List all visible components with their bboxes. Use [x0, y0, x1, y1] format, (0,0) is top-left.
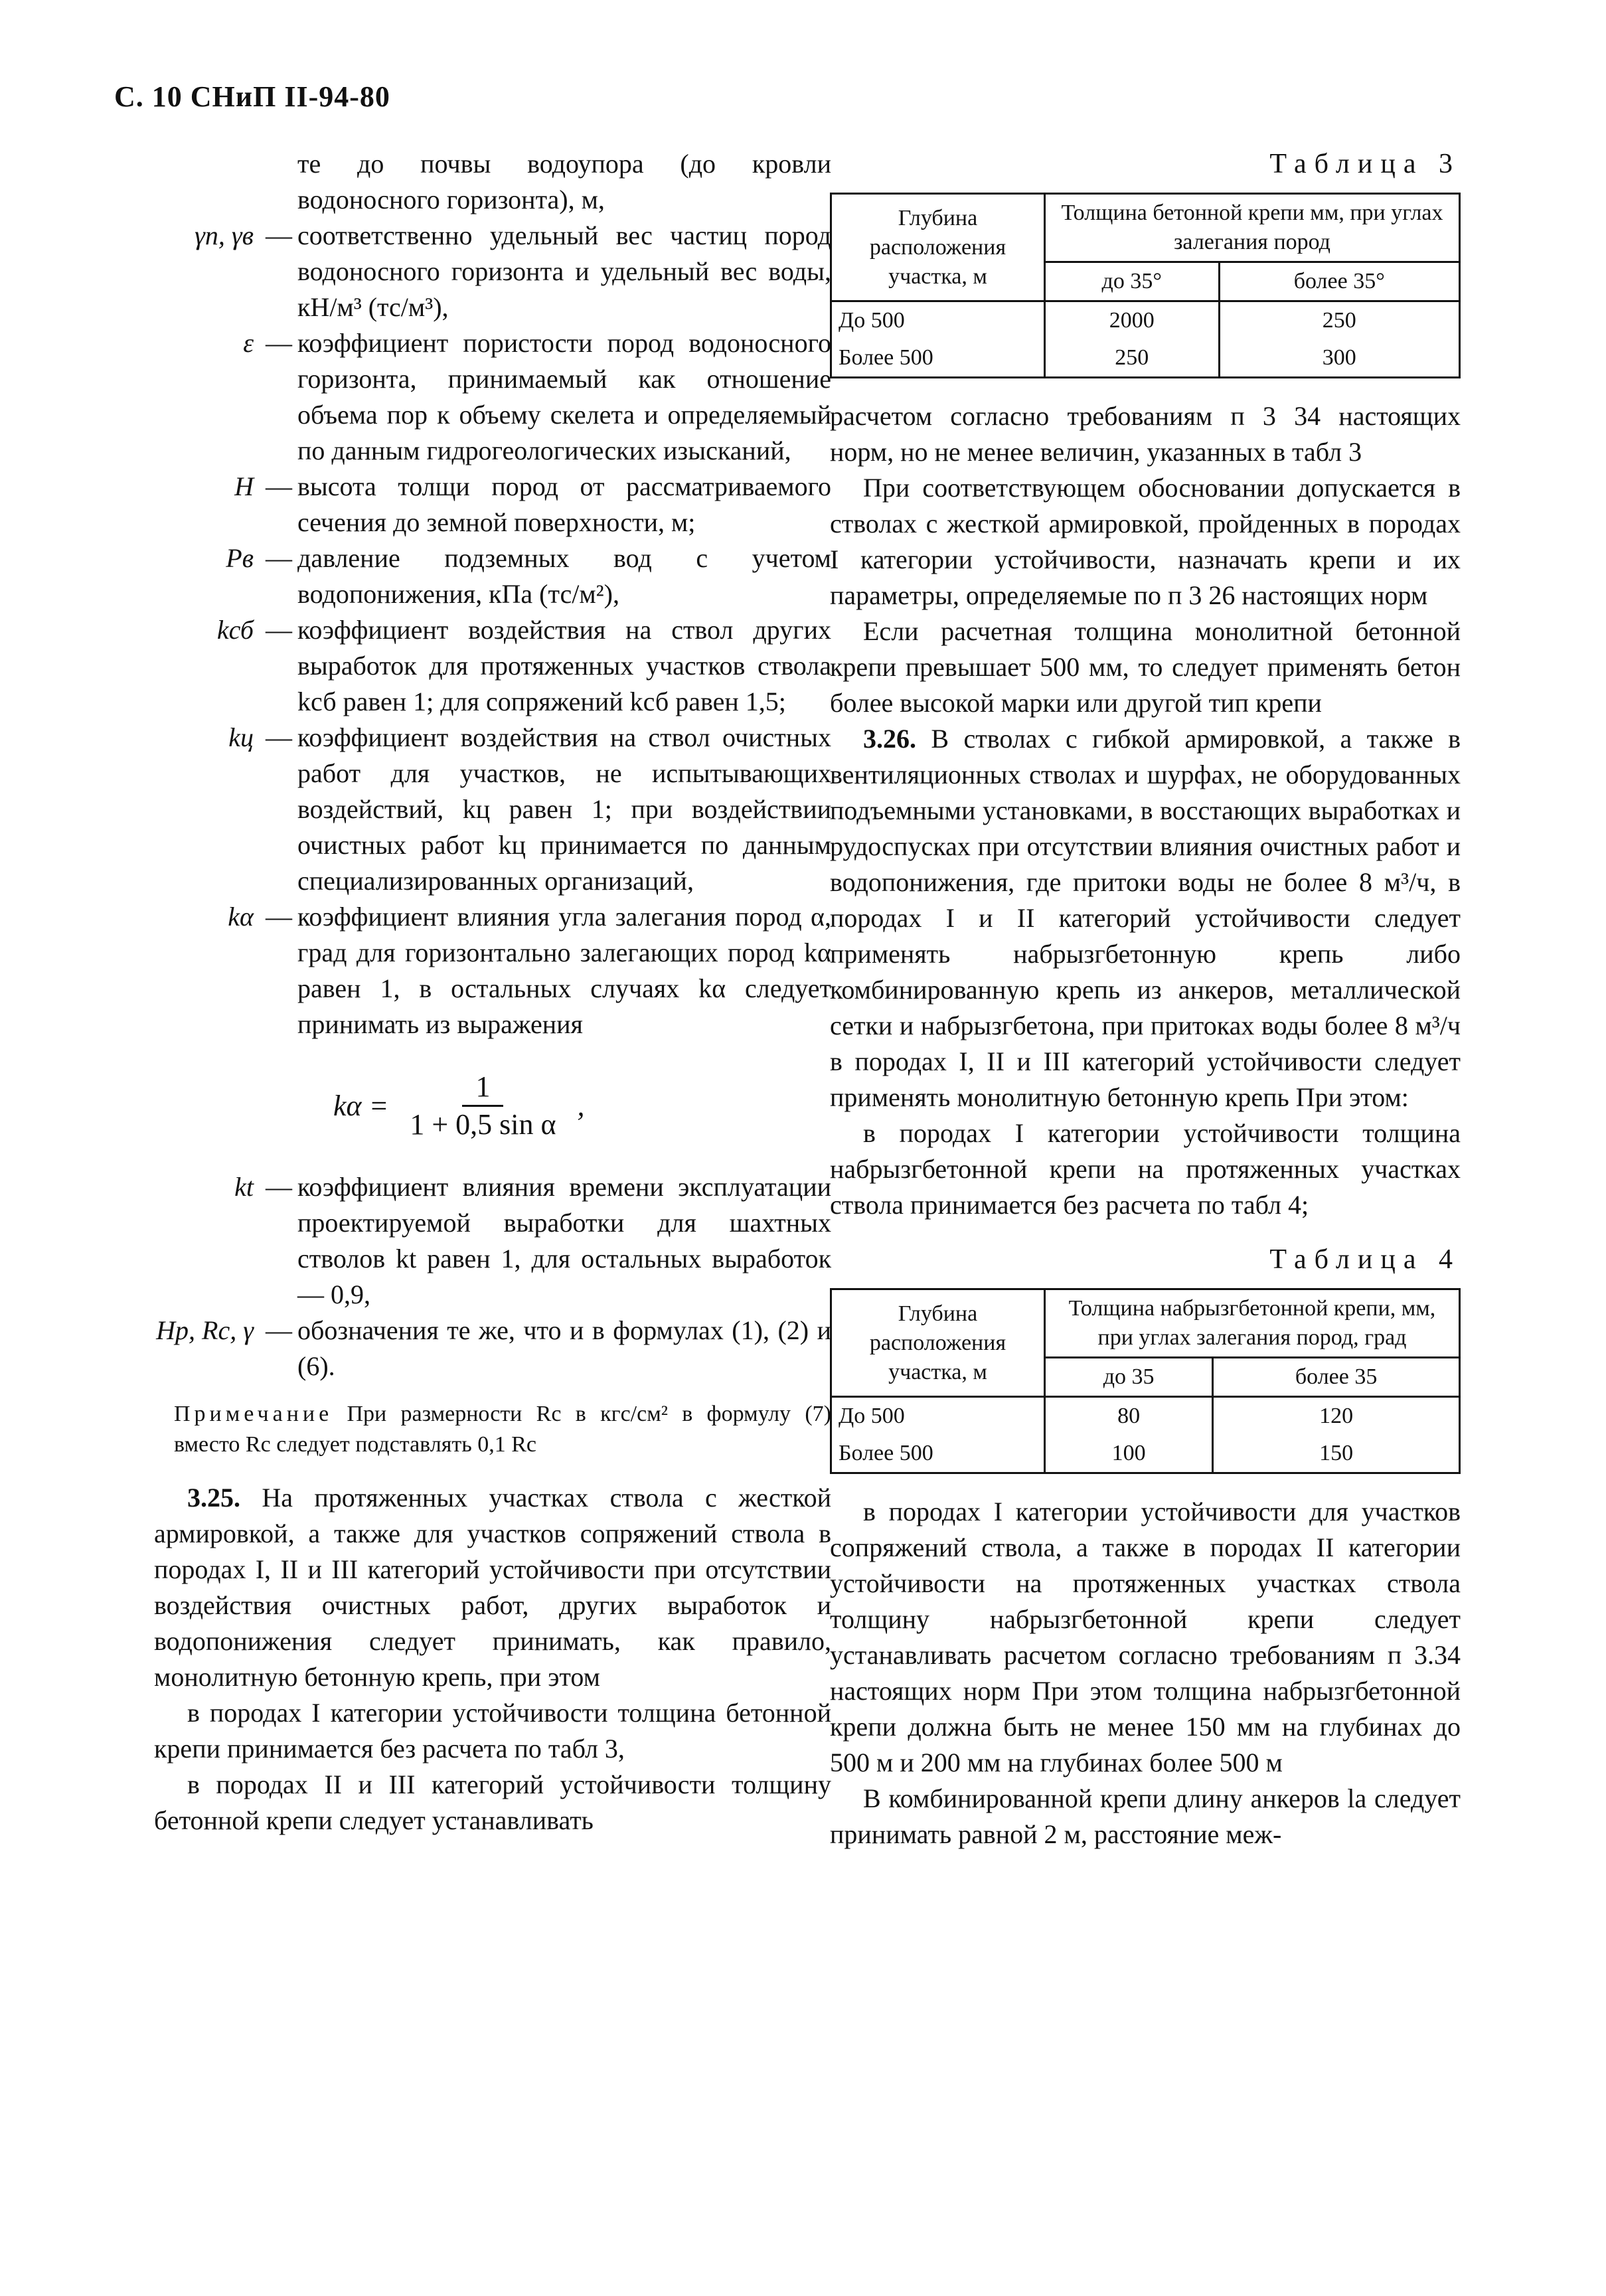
definition-dash: —	[266, 328, 292, 358]
definition-dash: —	[266, 722, 292, 752]
formula-numerator: 1	[462, 1069, 503, 1107]
table-subheader: до 35	[1044, 1358, 1212, 1397]
definition-item	[154, 540, 831, 612]
definition-text: обозначения те же, что и в формулах (1), (2) и (6).	[297, 1315, 831, 1381]
definition-continuation	[154, 146, 831, 218]
paragraph: Если расчетная толщина монолитной бетонной крепи превышает 500 мм, то следует применять бетон более высокой марки или другой тип крепи	[830, 616, 1461, 718]
definition-text: коэффициент воздействия на ствол других выработок для протяженных участков ствола kсб равен 1; для сопряжений kсб равен 1,5;	[297, 615, 831, 716]
definition-symbol: γп, γв	[195, 220, 254, 250]
table-row	[831, 301, 1460, 340]
table-cell: 250	[1044, 339, 1219, 378]
paragraph: расчетом согласно требованиям п 3 34 настоящих норм, но не менее величин, указанных в табл 3	[830, 401, 1461, 467]
definition-dash: —	[266, 220, 292, 250]
table-4	[830, 1288, 1461, 1474]
definition-dash: —	[266, 1172, 292, 1202]
table-cell: 100	[1044, 1435, 1212, 1473]
table-cell: 150	[1213, 1435, 1460, 1473]
definition-item	[154, 325, 831, 469]
table-subheader: более 35	[1213, 1358, 1460, 1397]
table-header-group: Толщина бетонной крепи мм, при углах залегания пород	[1044, 194, 1459, 262]
definition-symbol: kt	[234, 1172, 254, 1202]
definition-text: те до почвы водоупора (до кровли водоносного горизонта), м,	[297, 149, 831, 214]
definition-symbol: kα	[228, 902, 254, 932]
definition-dash: —	[266, 1315, 292, 1345]
formula-fraction	[396, 1069, 569, 1143]
table-cell: Более 500	[831, 339, 1045, 378]
definition-symbol: H	[234, 471, 254, 501]
table-cell: 80	[1044, 1397, 1212, 1435]
formula	[333, 1069, 831, 1143]
definition-text: коэффициент влияния угла залегания пород α, град для горизонтально залегающих пород kα равен 1, в остальных случаях kα следует принимать из выражения	[297, 902, 831, 1039]
definition-symbol: Pв	[226, 543, 254, 573]
definition-text: соответственно удельный вес частиц пород водоносного горизонта и удельный вес воды, кН/м³ (тс/м³),	[297, 220, 831, 322]
table-3-title: Таблица 3	[1269, 149, 1461, 179]
definition-text: коэффициент пористости пород водоносного горизонта, принимаемый как отношение объема пор к объему скелета и определяемый по данным гидрогеологических изысканий,	[297, 328, 831, 465]
table-cell: До 500	[831, 301, 1045, 340]
paragraph: в породах II и III категорий устойчивости толщину бетонной крепи следует устанавливать	[154, 1769, 831, 1835]
table-row	[831, 1435, 1460, 1473]
note-text: При размерности Rс в кгс/см² в формулу (7) вместо Rс следует подставлять 0,1 Rс	[174, 1402, 831, 1457]
paragraph: в породах I категории устойчивости толщина набрызгбетонной крепи на протяженных участках ствола принимается без расчета по табл 4;	[830, 1118, 1461, 1220]
table-subheader: более 35°	[1219, 262, 1459, 301]
table-4-title: Таблица 4	[1269, 1244, 1461, 1275]
definition-text: коэффициент влияния времени эксплуатации проектируемой выработки для шахтных стволов kt равен 1, для остальных выработок — 0,9,	[297, 1172, 831, 1309]
table-cell: 2000	[1044, 301, 1219, 340]
definition-item	[154, 612, 831, 720]
table-header-group: Толщина набрызгбетонной крепи, мм, при углах залегания пород, град	[1044, 1289, 1459, 1358]
table-header-depth: Глубина расположения участка, м	[831, 1289, 1045, 1397]
definition-dash: —	[266, 543, 292, 573]
clause-number: 3.25.	[187, 1483, 240, 1513]
definition-item	[154, 469, 831, 540]
paragraph-3-25	[154, 1480, 831, 1695]
paragraph: в породах I категории устойчивости для участков сопряжений ствола, а также в породах II категории устойчивости на протяженных участках ствола толщину набрызгбетонной крепи следует устанавливать расчетом согласно требованиям п 3.34 настоящих норм При этом толщина набрызгбетонной крепи должна быть не менее 150 мм на глубинах до 500 м и 200 мм на глубинах более 500 м	[830, 1497, 1461, 1777]
paragraph: в породах I категории устойчивости толщина бетонной крепи принимается без расчета по табл 3,	[154, 1698, 831, 1763]
definition-list	[154, 218, 831, 1042]
table-subheader: до 35°	[1044, 262, 1219, 301]
clause-number: 3.26.	[863, 724, 916, 754]
paragraph-text: В стволах с гибкой армировкой, а также в вентиляционных стволах и шурфах, не оборудованных подъемными установками, в восстающих выработках и рудоспусках при отсутствии влияния очистных работ и водопонижения, где притоки воды не более 8 м³/ч, в породах I и II категорий устойчивости следует применять набрызгбетонную крепь либо комбинированную крепь из анкеров, металлической сетки и набрызгбетона, при притоках воды более 8 м³/ч в породах I, II и III категорий устойчивости следует применять монолитную бетонную крепь При этом:	[830, 724, 1461, 1112]
table-cell: До 500	[831, 1397, 1045, 1435]
paragraph-text: На протяженных участках ствола с жесткой армировкой, а также для участков сопряжений ствола в породах I, II и III категорий устойчивости при отсутствии воздействия очистных работ, других выработок и водопонижения следует принимать, как правило, монолитную бетонную крепь, при этом	[154, 1483, 831, 1692]
definition-item	[154, 1313, 831, 1384]
definition-item	[154, 1169, 831, 1313]
table-cell: 120	[1213, 1397, 1460, 1435]
definition-symbol: Hр, Rс, γ	[156, 1315, 254, 1345]
table-row	[831, 1397, 1460, 1435]
paragraph-3-26	[830, 721, 1461, 1115]
definition-text: высота толщи пород от рассматриваемого сечения до земной поверхности, м;	[297, 471, 831, 537]
definition-text: коэффициент воздействия на ствол очистных работ для участков, не испытывающих воздействий, kц равен 1; при воздействии очистных работ kц принимается по данным специализированных организаций,	[297, 722, 831, 896]
formula-denominator: 1 + 0,5 sin α	[410, 1108, 556, 1141]
definition-item	[154, 218, 831, 325]
definition-symbol: ε	[243, 328, 254, 358]
definition-list-2	[154, 1169, 831, 1384]
table-cell: 300	[1219, 339, 1459, 378]
table-cell: Более 500	[831, 1435, 1045, 1473]
definition-dash: —	[266, 615, 292, 645]
formula-lhs: kα =	[333, 1089, 389, 1122]
paragraph: В комбинированной крепи длину анкеров lа следует принимать равной 2 м, расстояние меж-	[830, 1783, 1461, 1849]
table-header-depth: Глубина расположения участка, м	[831, 194, 1045, 301]
definition-item	[154, 899, 831, 1042]
right-column	[830, 146, 1461, 1852]
definition-item	[154, 720, 831, 899]
definition-dash: —	[266, 902, 292, 932]
table-cell: 250	[1219, 301, 1459, 340]
definition-text: давление подземных вод с учетом водопонижения, кПа (тс/м²),	[297, 543, 831, 609]
table-row	[831, 339, 1460, 378]
left-column	[154, 146, 831, 1839]
paragraph: При соответствующем обосновании допускается в стволах с жесткой армировкой, пройденных в породах I категории устойчивости, назначать крепи и их параметры, определяемые по п 3 26 настоящих норм	[830, 473, 1461, 610]
note-label: Примечание	[174, 1402, 333, 1426]
page-header: С. 10 СНиП II-94-80	[114, 80, 390, 113]
definition-symbol: kсб	[216, 615, 254, 645]
table-3	[830, 193, 1461, 378]
formula-tail: ,	[577, 1089, 585, 1122]
definition-dash: —	[266, 471, 292, 501]
note	[174, 1399, 831, 1460]
definition-symbol: kц	[228, 722, 254, 752]
